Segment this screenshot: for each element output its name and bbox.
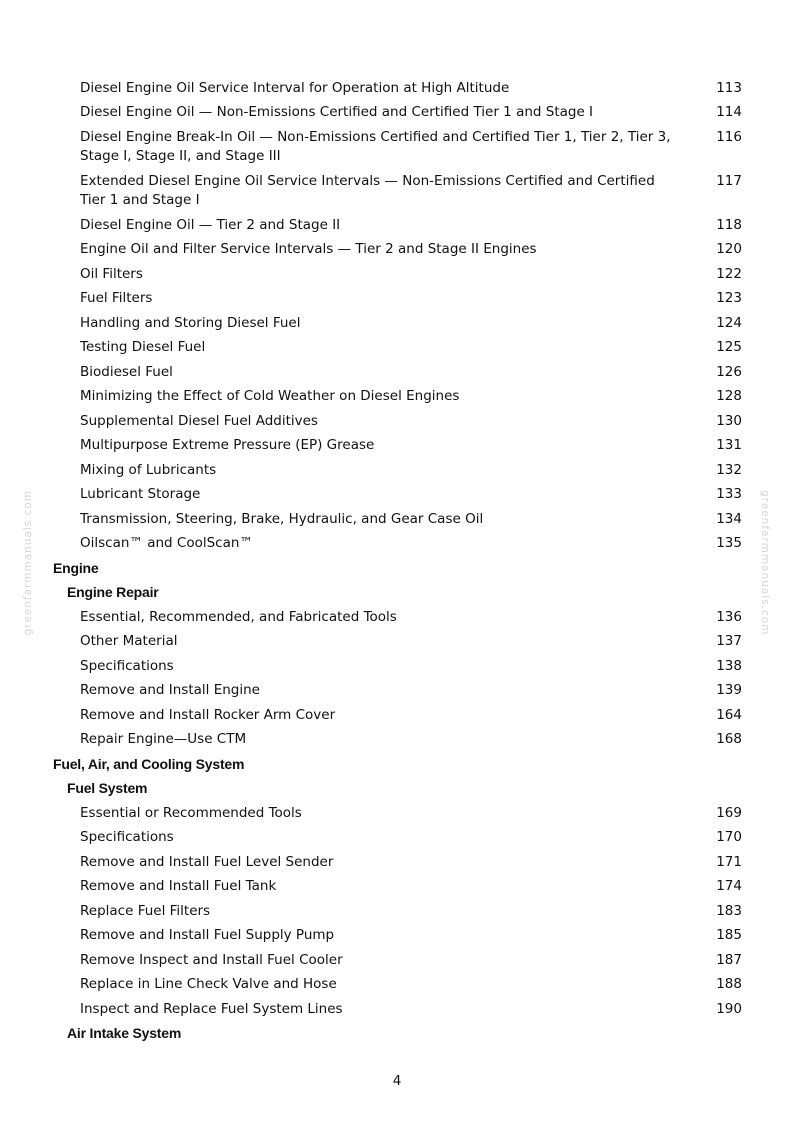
toc-entry[interactable] <box>0 76 794 101</box>
toc-entry-title: Remove and Install Fuel Tank <box>80 878 277 894</box>
toc-entry-page: 113 <box>716 79 742 96</box>
toc-entry[interactable] <box>0 360 794 385</box>
toc-entry-page: 122 <box>716 265 742 282</box>
toc-entry-title: Fuel, Air, and Cooling System <box>53 755 245 772</box>
toc-entry-title: Engine Oil and Filter Service Intervals — Tier 2 and Stage II Engines <box>80 241 537 257</box>
toc-entry-title: Specifications <box>80 657 174 674</box>
toc-entry-title: Oilscan™ and CoolScan™ <box>80 535 253 551</box>
toc-entry[interactable] <box>0 801 794 826</box>
toc-entry-page: 190 <box>716 1000 742 1017</box>
table-of-contents <box>0 76 794 1046</box>
toc-entry-title: Engine Repair <box>67 584 159 600</box>
toc-entry-title: Mixing of Lubricants <box>80 461 217 478</box>
toc-entry[interactable] <box>0 385 794 410</box>
toc-entry-page: 130 <box>716 412 742 429</box>
toc-entry-page: 185 <box>716 927 742 943</box>
toc-entry[interactable] <box>0 483 794 508</box>
toc-entry-page: 137 <box>716 633 742 649</box>
toc-entry-title: Transmission, Steering, Brake, Hydraulic, and Gear Case Oil <box>80 510 484 527</box>
toc-entry[interactable] <box>0 630 794 655</box>
toc-entry-title: Remove Inspect and Install Fuel Cooler <box>80 951 343 968</box>
toc-entry-title: Remove and Install Rocker Arm Cover <box>80 706 336 723</box>
toc-entry-title: Lubricant Storage <box>80 486 201 502</box>
toc-entry[interactable] <box>0 409 794 434</box>
toc-entry[interactable] <box>0 169 794 213</box>
toc-entry-page: 114 <box>716 104 742 120</box>
toc-entry-page: 124 <box>716 314 742 331</box>
toc-entry-title: Supplemental Diesel Fuel Additives <box>80 412 318 429</box>
toc-entry-title: Oil Filters <box>80 265 143 282</box>
toc-entry-title: Multipurpose Extreme Pressure (EP) Grease <box>80 437 375 453</box>
toc-entry-page: 188 <box>716 976 742 992</box>
toc-entry-title: Inspect and Replace Fuel System Lines <box>80 1000 343 1017</box>
toc-entry-title: Replace in Line Check Valve and Hose <box>80 976 337 992</box>
toc-section-heading[interactable] <box>0 556 794 581</box>
toc-entry[interactable] <box>0 532 794 557</box>
toc-entry-title: Essential or Recommended Tools <box>80 804 302 821</box>
toc-entry-title: Fuel System <box>67 780 148 796</box>
watermark-left: greenfarmmanuals.com <box>22 490 34 636</box>
toc-entry[interactable] <box>0 924 794 949</box>
toc-entry-page: 187 <box>716 951 742 968</box>
toc-entry-page: 116 <box>716 128 742 145</box>
toc-entry[interactable] <box>0 875 794 900</box>
toc-entry-page: 123 <box>716 290 742 306</box>
toc-entry-title: Testing Diesel Fuel <box>80 339 206 355</box>
toc-entry[interactable] <box>0 507 794 532</box>
toc-entry-title: Repair Engine—Use CTM <box>80 731 247 747</box>
toc-entry-title: Fuel Filters <box>80 290 153 306</box>
toc-entry-page: 136 <box>716 608 742 625</box>
toc-entry[interactable] <box>0 948 794 973</box>
toc-entry[interactable] <box>0 899 794 924</box>
toc-entry[interactable] <box>0 605 794 630</box>
toc-entry[interactable] <box>0 728 794 753</box>
toc-entry-page: 126 <box>716 363 742 380</box>
toc-entry[interactable] <box>0 125 794 169</box>
toc-entry[interactable] <box>0 311 794 336</box>
toc-entry-title: Remove and Install Fuel Level Sender <box>80 853 334 870</box>
toc-entry-title: Essential, Recommended, and Fabricated Tools <box>80 608 397 625</box>
toc-subsection-heading[interactable] <box>0 581 794 606</box>
toc-entry-page: 135 <box>716 535 742 551</box>
toc-entry-title: Diesel Engine Oil Service Interval for Operation at High Altitude <box>80 79 510 96</box>
toc-entry-page: 134 <box>716 510 742 527</box>
toc-entry-page: 133 <box>716 486 742 502</box>
toc-entry[interactable] <box>0 654 794 679</box>
toc-entry[interactable] <box>0 826 794 851</box>
toc-entry-title: Diesel Engine Break-In Oil — Non-Emissions Certified and Certified Tier 1, Tier 2, Tier 3, Stage I, Stage II, and Stage III <box>80 128 671 164</box>
toc-entry-page: 118 <box>716 216 742 233</box>
toc-entry-title: Extended Diesel Engine Oil Service Intervals — Non-Emissions Certified and Certified Tier 1 and Stage I <box>80 172 655 208</box>
toc-entry[interactable] <box>0 262 794 287</box>
toc-entry[interactable] <box>0 238 794 263</box>
toc-entry-page: 169 <box>716 804 742 821</box>
toc-entry-title: Remove and Install Fuel Supply Pump <box>80 927 335 943</box>
toc-entry-title: Other Material <box>80 633 178 649</box>
toc-entry[interactable] <box>0 287 794 312</box>
toc-entry-page: 164 <box>716 706 742 723</box>
toc-entry[interactable] <box>0 336 794 361</box>
toc-entry-page: 171 <box>716 853 742 870</box>
toc-entry[interactable] <box>0 101 794 126</box>
toc-entry-page: 128 <box>716 388 742 404</box>
toc-entry[interactable] <box>0 997 794 1022</box>
toc-entry-title: Biodiesel Fuel <box>80 363 173 380</box>
toc-entry[interactable] <box>0 213 794 238</box>
toc-entry-title: Diesel Engine Oil — Tier 2 and Stage II <box>80 216 341 233</box>
toc-entry[interactable] <box>0 973 794 998</box>
toc-subsection-heading[interactable] <box>0 1022 794 1047</box>
toc-entry-page: 131 <box>716 437 742 453</box>
toc-entry-title: Engine <box>53 559 99 576</box>
toc-entry-page: 125 <box>716 339 742 355</box>
toc-entry-title: Specifications <box>80 829 174 845</box>
toc-entry-page: 139 <box>716 682 742 698</box>
toc-entry-page: 168 <box>716 731 742 747</box>
toc-entry-title: Replace Fuel Filters <box>80 902 211 919</box>
toc-entry-page: 117 <box>716 172 742 189</box>
toc-entry-title: Diesel Engine Oil — Non-Emissions Certified and Certified Tier 1 and Stage I <box>80 104 594 120</box>
toc-entry-title: Air Intake System <box>67 1025 182 1041</box>
toc-section-heading[interactable] <box>0 752 794 777</box>
toc-entry-page: 170 <box>716 829 742 845</box>
toc-entry[interactable] <box>0 850 794 875</box>
toc-entry-page: 138 <box>716 657 742 674</box>
toc-entry[interactable] <box>0 703 794 728</box>
toc-entry-title: Remove and Install Engine <box>80 682 260 698</box>
toc-entry[interactable] <box>0 434 794 459</box>
toc-subsection-heading[interactable] <box>0 777 794 802</box>
toc-entry[interactable] <box>0 458 794 483</box>
page-number: 4 <box>392 1073 402 1089</box>
toc-entry-page: 174 <box>716 878 742 894</box>
watermark-right: greenfarmmanuals.com <box>759 490 771 636</box>
toc-entry-title: Minimizing the Effect of Cold Weather on Diesel Engines <box>80 388 460 404</box>
toc-entry-page: 120 <box>716 241 742 257</box>
toc-entry-title: Handling and Storing Diesel Fuel <box>80 314 301 331</box>
toc-entry-page: 183 <box>716 902 742 919</box>
toc-entry[interactable] <box>0 679 794 704</box>
toc-entry-page: 132 <box>716 461 742 478</box>
